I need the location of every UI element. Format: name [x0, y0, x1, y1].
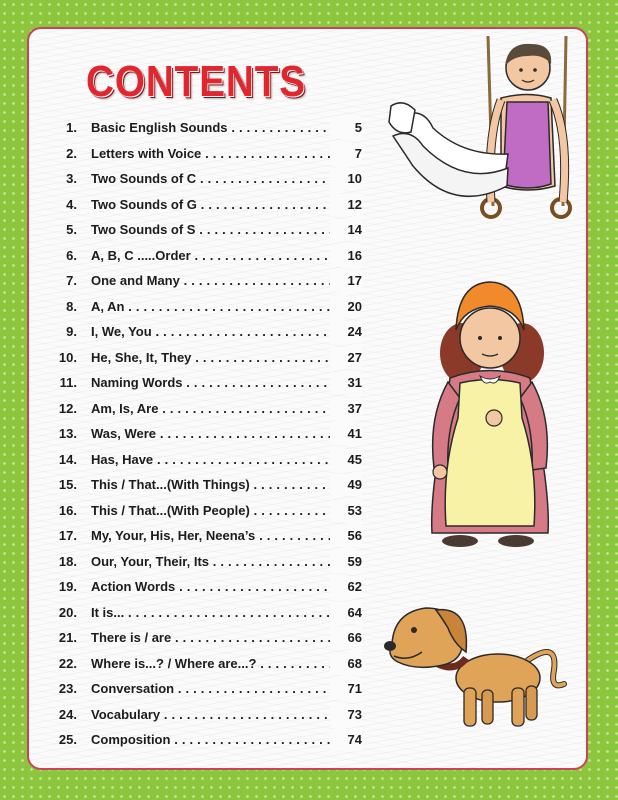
entry-number: 20. — [58, 604, 77, 620]
entry-page-number: 53 — [330, 500, 362, 522]
entry-page-number: 73 — [330, 704, 362, 726]
contents-entry — [0, 678, 420, 700]
entry-page-number: 7 — [330, 143, 362, 165]
contents-entry — [0, 117, 420, 139]
dog-illustration — [378, 600, 578, 735]
entry-title: Two Sounds of S . . . — [91, 219, 358, 241]
entry-number: 17. — [58, 528, 77, 543]
entry-number: 19. — [58, 579, 77, 594]
entry-page-number: 49 — [330, 474, 362, 496]
entry-number: 10. — [58, 349, 77, 365]
entry-number: 15. — [58, 477, 77, 492]
entry-title: I, We, You . . . — [91, 321, 358, 343]
contents-entry — [0, 347, 420, 369]
entry-number: 21. — [58, 630, 77, 645]
contents-entry — [0, 194, 420, 216]
contents-entry — [0, 474, 420, 496]
entry-page-number: 24 — [330, 321, 362, 343]
contents-entry — [0, 525, 420, 547]
entry-number: 5. — [66, 222, 77, 237]
entry-number: 9. — [66, 324, 77, 339]
entry-title: There is / are . . . — [91, 627, 358, 649]
entry-title: Has, Have . . . — [91, 449, 358, 471]
contents-entry — [0, 500, 420, 522]
entry-page-number: 20 — [330, 296, 362, 318]
entry-number: 12. — [58, 400, 77, 416]
entry-title: Our, Your, Their, Its . . . — [91, 551, 358, 573]
entry-number: 23. — [58, 681, 77, 696]
contents-entry — [0, 270, 420, 292]
entry-title: One and Many . . . — [91, 270, 358, 292]
entry-number: 18. — [58, 553, 77, 569]
entry-number: 4. — [66, 196, 77, 212]
entry-page-number: 68 — [330, 653, 362, 675]
entry-title: Where is...? / Where are...? . . . — [91, 653, 358, 675]
entry-page-number: 14 — [330, 219, 362, 241]
contents-entry — [0, 551, 420, 573]
entry-page-number: 62 — [330, 576, 362, 598]
entry-title: Two Sounds of G . . . — [91, 194, 358, 216]
contents-entry — [0, 372, 420, 394]
entry-title: Naming Words . . . — [91, 372, 358, 394]
entry-title: Letters with Voice . . . — [91, 143, 358, 165]
contents-entry — [0, 219, 420, 241]
entry-number: 22. — [58, 655, 77, 671]
entry-page-number: 71 — [330, 678, 362, 700]
contents-entry — [0, 245, 420, 267]
entry-title: A, B, C .....Order . . . — [91, 245, 358, 267]
entry-number: 3. — [66, 171, 77, 186]
entry-title: It is... . . . — [91, 602, 358, 624]
entry-title: Conversation . . . — [91, 678, 358, 700]
entry-page-number: 59 — [330, 551, 362, 573]
entry-number: 7. — [66, 273, 77, 288]
gymnast-illustration — [383, 36, 583, 232]
entry-page-number: 74 — [330, 729, 362, 751]
contents-entry — [0, 576, 420, 598]
entry-number: 24. — [58, 706, 77, 722]
entry-number: 8. — [66, 298, 77, 314]
page-title: CONTENTS — [86, 57, 306, 106]
entry-page-number: 64 — [330, 602, 362, 624]
contents-entry — [0, 627, 420, 649]
entry-page-number: 10 — [330, 168, 362, 190]
contents-entry — [0, 602, 420, 624]
entry-page-number: 37 — [330, 398, 362, 420]
contents-entry — [0, 398, 420, 420]
entry-title: Composition . . . — [91, 729, 358, 751]
entry-title: This / That...(With People) . . . — [91, 500, 358, 522]
contents-entry — [0, 168, 420, 190]
entry-title: A, An . . . — [91, 296, 358, 318]
contents-entry — [0, 423, 420, 445]
entry-number: 11. — [59, 375, 77, 390]
entry-page-number: 17 — [330, 270, 362, 292]
entry-title: He, She, It, They . . . — [91, 347, 358, 369]
contents-entry — [0, 296, 420, 318]
entry-number: 14. — [58, 451, 77, 467]
entry-number: 16. — [58, 502, 77, 518]
contents-entry — [0, 704, 420, 726]
entry-title: Action Words . . . — [91, 576, 358, 598]
entry-number: 6. — [66, 247, 77, 263]
entry-page-number: 56 — [330, 525, 362, 547]
entry-title: Was, Were . . . — [91, 423, 358, 445]
contents-entry — [0, 143, 420, 165]
entry-page-number: 27 — [330, 347, 362, 369]
entry-page-number: 66 — [330, 627, 362, 649]
entry-title: Am, Is, Are . . . — [91, 398, 358, 420]
entry-title: This / That...(With Things) . . . — [91, 474, 358, 496]
entry-title: Basic English Sounds . . . — [91, 117, 358, 139]
entry-title: Two Sounds of C . . . — [91, 168, 358, 190]
entry-title: Vocabulary . . . — [91, 704, 358, 726]
entry-number: 25. — [58, 732, 77, 747]
entry-page-number: 41 — [330, 423, 362, 445]
entry-title: My, Your, His, Her, Neena’s . . . — [91, 525, 358, 547]
entry-page-number: 45 — [330, 449, 362, 471]
entry-page-number: 16 — [330, 245, 362, 267]
contents-entry — [0, 321, 420, 343]
entry-number: 1. — [66, 120, 77, 135]
woman-illustration — [420, 258, 560, 553]
entry-page-number: 12 — [330, 194, 362, 216]
entry-number: 13. — [58, 426, 77, 441]
contents-entry — [0, 449, 420, 471]
contents-entry — [0, 653, 420, 675]
entry-page-number: 31 — [330, 372, 362, 394]
entry-page-number: 5 — [330, 117, 362, 139]
entry-number: 2. — [66, 145, 77, 161]
contents-entry — [0, 729, 420, 751]
